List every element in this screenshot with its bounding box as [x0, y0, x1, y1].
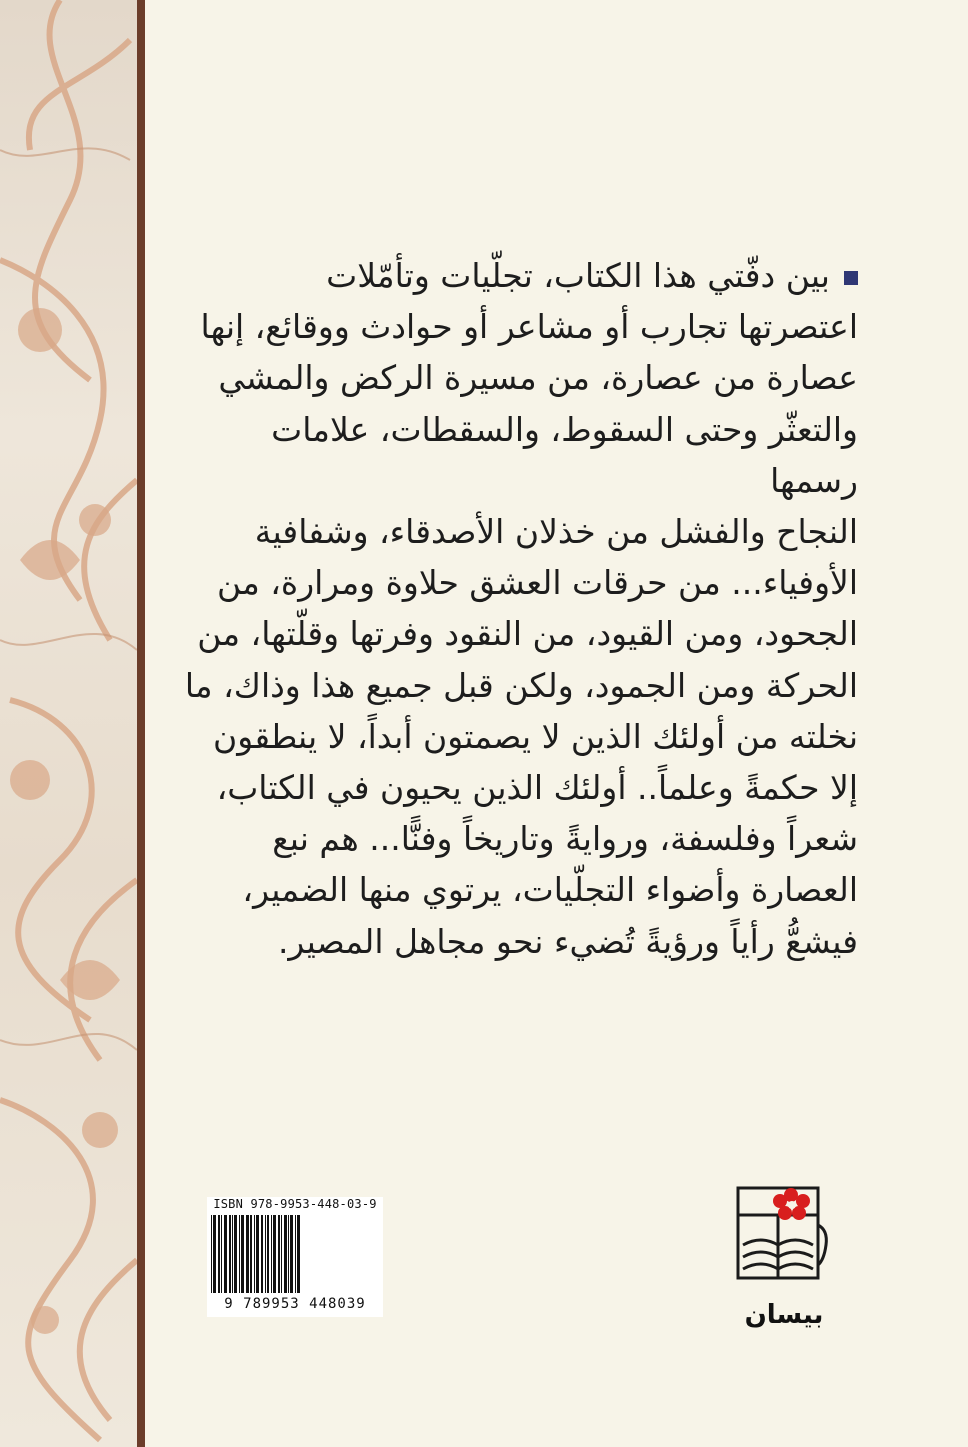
barcode-bars	[207, 1215, 383, 1295]
blurb-line: الحركة ومن الجمود، ولكن قبل جميع هذا وذاك، ما	[184, 665, 858, 705]
publisher-name: بيسان	[744, 1300, 824, 1330]
blurb-line: الأوفياء... من حرقات العشق حلاوة ومرارة، من	[216, 563, 858, 603]
bullet-square-icon	[844, 271, 858, 285]
barcode-digits: 9 789953 448039	[224, 1296, 366, 1312]
blurb-line: والتعثّر وحتى السقوط، والسقطات، علامات رسمها	[271, 409, 858, 500]
blurb-line: اعتصرتها تجارب أو مشاعر أو حوادث ووقائع، إنها	[200, 307, 858, 347]
blurb-line: عصارة من عصارة، من مسيرة الركض والمشي	[218, 358, 858, 398]
floral-ornament-art	[0, 0, 137, 1447]
blurb-line: فيشعُّ رأياً ورؤيةً تُضيء نحو مجاهل المصير.	[277, 921, 858, 961]
decorative-ornament-strip	[0, 0, 137, 1447]
blurb-line: الجحود، ومن القيود، من النقود وفرتها وقلّتها، من	[197, 614, 858, 654]
blurb-line: بين دفّتي هذا الكتاب، تجلّيات وتأمّلات	[178, 250, 858, 301]
blurb-line: النجاح والفشل من خذلان الأصدقاء، وشفافية	[254, 512, 858, 552]
isbn-barcode	[207, 1197, 383, 1317]
open-book-flower-icon	[735, 1185, 833, 1297]
back-cover-blurb	[178, 250, 858, 967]
blurb-line: إلا حكمةً وعلماً.. أولئك الذين يحيون في الكتاب،	[216, 768, 858, 808]
blurb-line: شعراً وفلسفة، وروايةً وتاريخاً وفنًّا... هم نبع	[272, 819, 858, 859]
publisher-logo	[735, 1185, 833, 1330]
spine-divider	[137, 0, 145, 1447]
isbn-label: ISBN 978-9953-448-03-9	[213, 1197, 377, 1211]
blurb-line: العصارة وأضواء التجلّيات، يرتوي منها الضمير،	[242, 870, 858, 910]
blurb-line: نخلته من أولئك الذين لا يصمتون أبداً، لا ينطقون	[213, 716, 858, 756]
